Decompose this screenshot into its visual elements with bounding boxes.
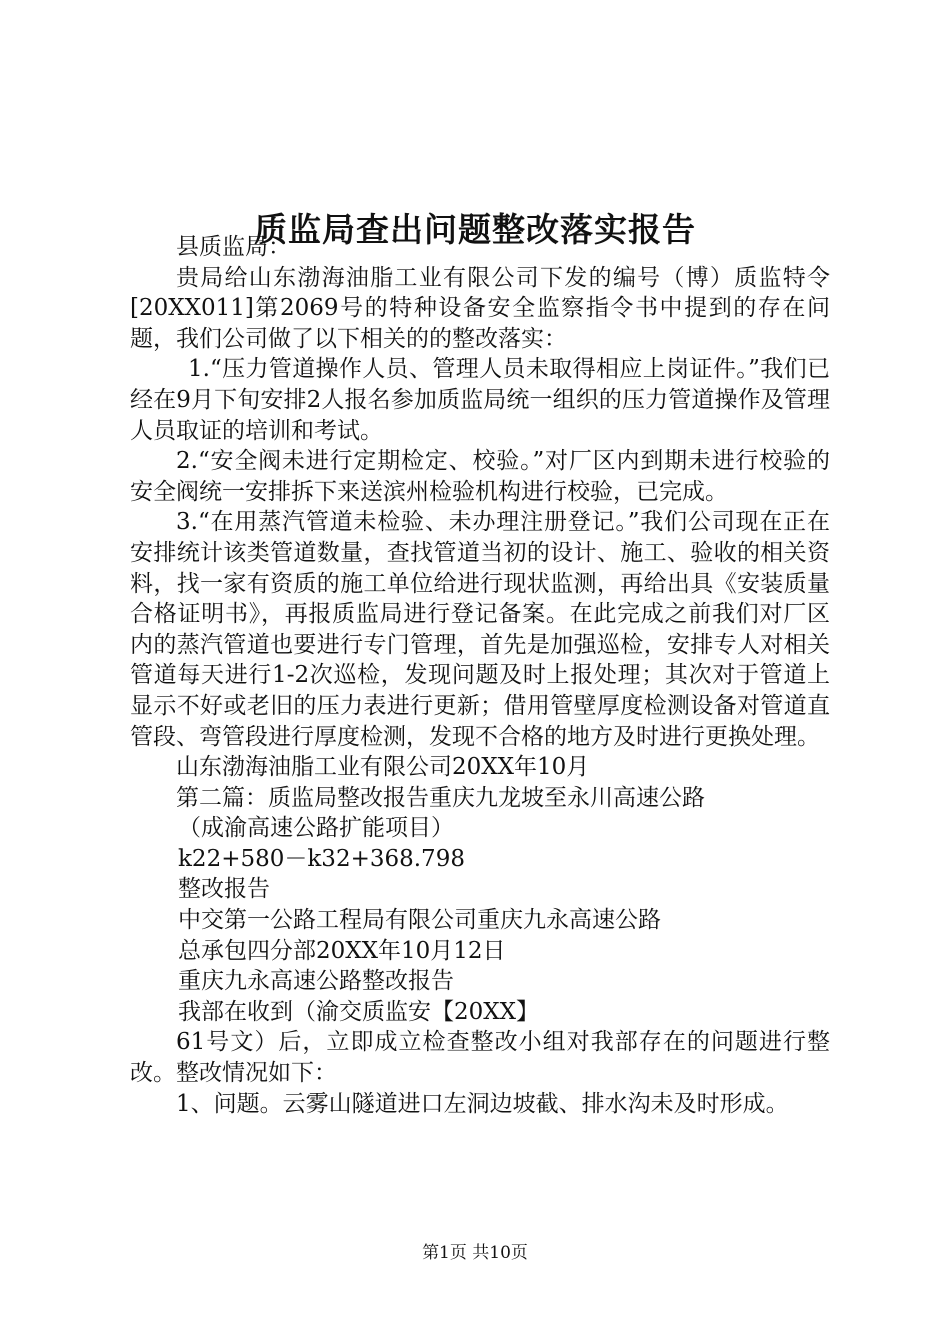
report-title-line: 重庆九永高速公路整改报告 [178, 968, 454, 995]
date-line: 总承包四分部20XX年10月12日 [178, 937, 506, 964]
stake-range-line: k22+580－k32+368.798 [178, 845, 465, 872]
page-number-footer: 第1页 共10页 [422, 1243, 528, 1263]
issue-1-paragraph: 1、问题。云雾山隧道进口左洞边坡截、排水沟未及时形成。 [176, 1090, 789, 1117]
project-name-line: （成渝高速公路扩能项目） [178, 815, 454, 842]
salutation: 县质监局： [176, 234, 291, 260]
action-paragraph: 61号文）后，立即成立检查整改小组对我部存在的问题进行整改。整改情况如下： [130, 1029, 830, 1087]
item-2-paragraph: 2.“安全阀未进行定期检定、校验。”对厂区内到期未进行校验的安全阀统一安排拆下来送滨州检验机构进行校验，已完成。 [130, 448, 830, 505]
receipt-line: 我部在收到（渝交质监安【20XX】 [178, 998, 540, 1025]
signature-line: 山东渤海油脂工业有限公司20XX年10月 [176, 754, 590, 781]
item-3-paragraph: 3.“在用蒸汽管道未检验、未办理注册登记。”我们公司现在正在安排统计该类管道数量，查找管道当初的设计、施工、验收的相关资料，找一家有资质的施工单位给进行现状监测，再给出具《安装质量合格证明书》，再报质监局进行登记备案。在此完成之前我们对厂区内的蒸汽管道也要进行专门管理，首先是加强巡检，安排专人对相关管道每天进行1-2次巡检，发现问题及时上报处理；其次对于管道上显示不好或老旧的压力表进行更新；借用管壁厚度检测设备对管道直管段、弯管段进行厚度检测，发现不合格的地方及时进行更换处理。 [130, 509, 830, 750]
document-body [130, 232, 830, 1119]
company-line: 中交第一公路工程局有限公司重庆九永高速公路 [178, 907, 661, 934]
second-article-heading: 第二篇：质监局整改报告重庆九龙坡至永川高速公路 [176, 784, 705, 811]
document-title: 质监局查出问题整改落实报告 [254, 210, 696, 250]
item-1-paragraph: 1.“压力管道操作人员、管理人员未取得相应上岗证件。”我们已经在9月下旬安排2人报名参加质监局统一组织的压力管道操作及管理人员取证的培训和考试。 [130, 356, 830, 444]
intro-paragraph: 贵局给山东渤海油脂工业有限公司下发的编号（博）质监特令[20XX011]第2069号的特种设备安全监察指令书中提到的存在问题，我们公司做了以下相关的的整改落实： [130, 264, 830, 352]
report-label-line: 整改报告 [178, 876, 270, 903]
